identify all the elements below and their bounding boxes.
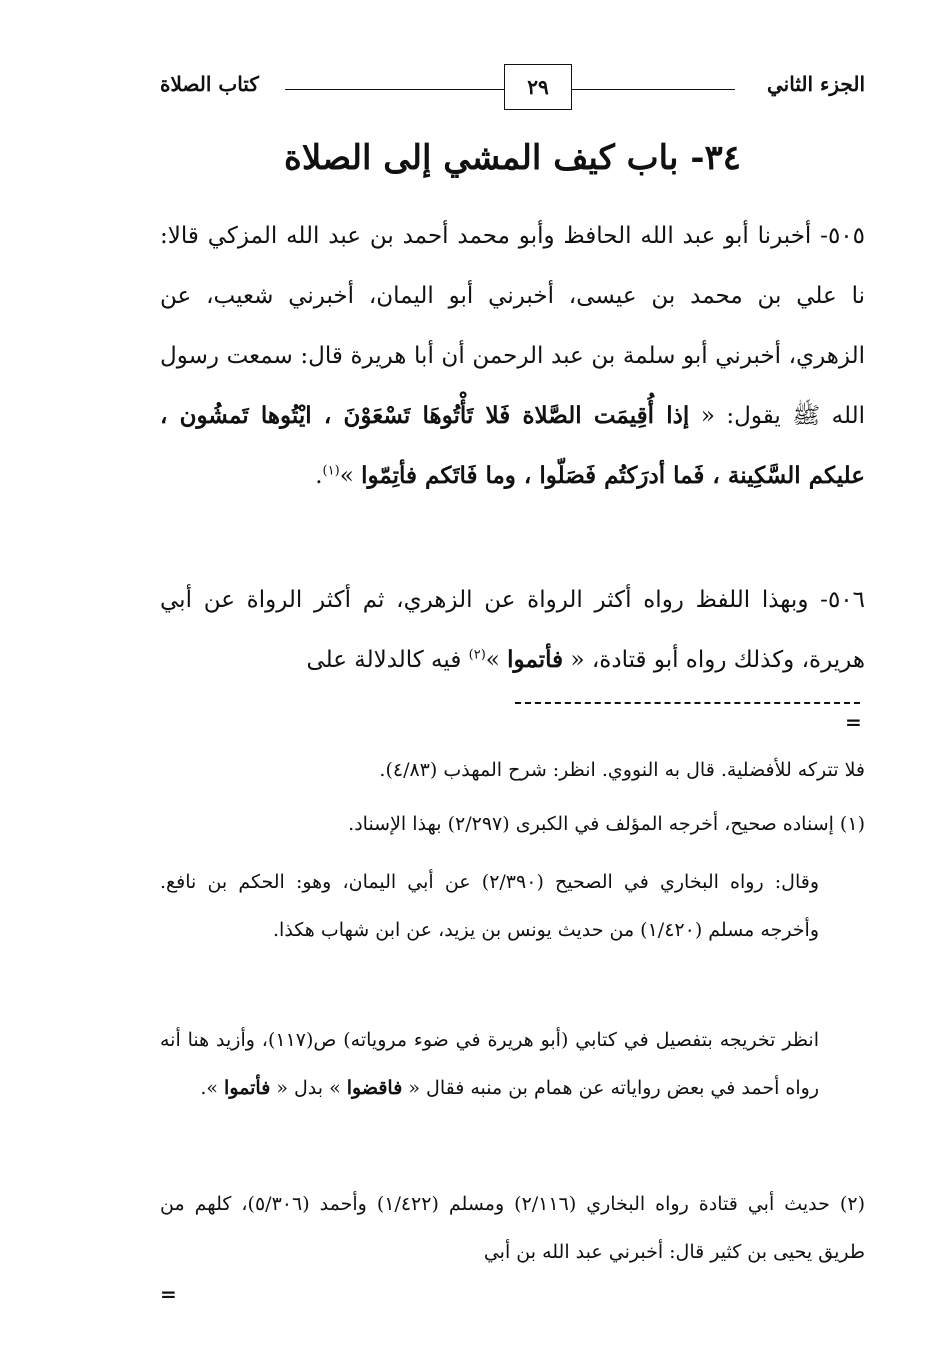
footnote-1-part-3 [160, 1016, 865, 1112]
hadith-text: إذا أُقِيمَت الصَّلاة فَلا تَأْتُوهَا تَسْعَوْنَ ، ايْتُوها تَمشُون ، عليكم السَّكِينة ، فَما أدرَكتُم فَصَلّوا ، وما فَاتَكم فأتِمّوا [160, 402, 865, 489]
page-header [160, 62, 865, 112]
footnote-text: ». [200, 1077, 225, 1099]
footnote-2: (٢) حديث أبي قتادة رواه البخاري (٢/١١٦) ومسلم (١/٤٢٢) وأحمد (٥/٣٠٦)، كلهم من طريق يحيى بن كثير قال: أخبرني عبد الله بن أبي [160, 1193, 865, 1263]
footnote-ref-2: (٢) [468, 647, 486, 663]
page-number: ٢٩ [527, 75, 549, 99]
footnote-continuation: فلا تتركه للأفضلية. قال به النووي. انظر: شرح المهذب (٤/٨٣). [379, 759, 865, 781]
footnote-text: » بدل « [270, 1077, 347, 1099]
paragraph-text-end: فيه كالدلالة على [306, 647, 469, 673]
page-number-box [504, 64, 572, 110]
quote-close: » [485, 647, 508, 673]
footnote-ref-1: (١) [322, 463, 340, 479]
bold-word: فأتموا [224, 1077, 271, 1099]
paragraph-506 [160, 570, 865, 690]
book-label: كتاب الصلاة [160, 72, 259, 96]
hadith-number: ٥٠٥- [811, 223, 865, 249]
paragraph-text: أخبرنا أبو عبد الله الحافظ وأبو محمد أحمد بن عبد الله المزكي قالا: نا علي بن محمد بن عيسى، أخبرني أبو اليمان، أخبرني شعيب، عن الزهري، أخبرني أبو سلمة بن عبد الرحمن أن أبا هريرة قال: سمعت رسول الله ﷺ يقول: « [160, 223, 865, 429]
paragraph-end: . [315, 463, 323, 489]
footnote-1-part-2: وقال: رواه البخاري في الصحيح (٢/٣٩٠) عن أبي اليمان، وهو: الحكم بن نافع. وأخرجه مسلم (١/٤٢٠) من حديث يونس بن يزيد، عن ابن شهاب هكذا. [160, 871, 820, 941]
paragraph-505 [160, 206, 865, 506]
header-rule-right [572, 89, 735, 90]
chapter-title: ٣٤- باب كيف المشي إلى الصلاة [284, 138, 741, 178]
header-rule-left [285, 89, 505, 90]
footnote-text: انظر تخريجه بتفصيل في كتابي (أبو هريرة في ضوء مروياته) ص(١١٧)، وأزيد هنا أنه رواه أحمد في بعض رواياته عن همام بن منبه فقال « [160, 1029, 819, 1099]
bold-word: فأتموا [507, 646, 564, 673]
continuation-mark-bottom: = [160, 1282, 177, 1306]
footnote-separator [515, 702, 860, 704]
volume-label: الجزء الثاني [767, 72, 865, 96]
quote-close: » [339, 463, 362, 489]
paragraph-text: وبهذا اللفظ رواه أكثر الرواة عن الزهري، ثم أكثر الرواة عن أبي هريرة، وكذلك رواه أبو قتادة، « [160, 587, 865, 673]
bold-word: فاقضوا [346, 1077, 403, 1099]
continuation-mark-top: = [845, 710, 862, 734]
footnote-1: (١) إسناده صحيح، أخرجه المؤلف في الكبرى (٢/٢٩٧) بهذا الإسناد. [348, 813, 865, 835]
hadith-number: ٥٠٦- [808, 587, 865, 613]
